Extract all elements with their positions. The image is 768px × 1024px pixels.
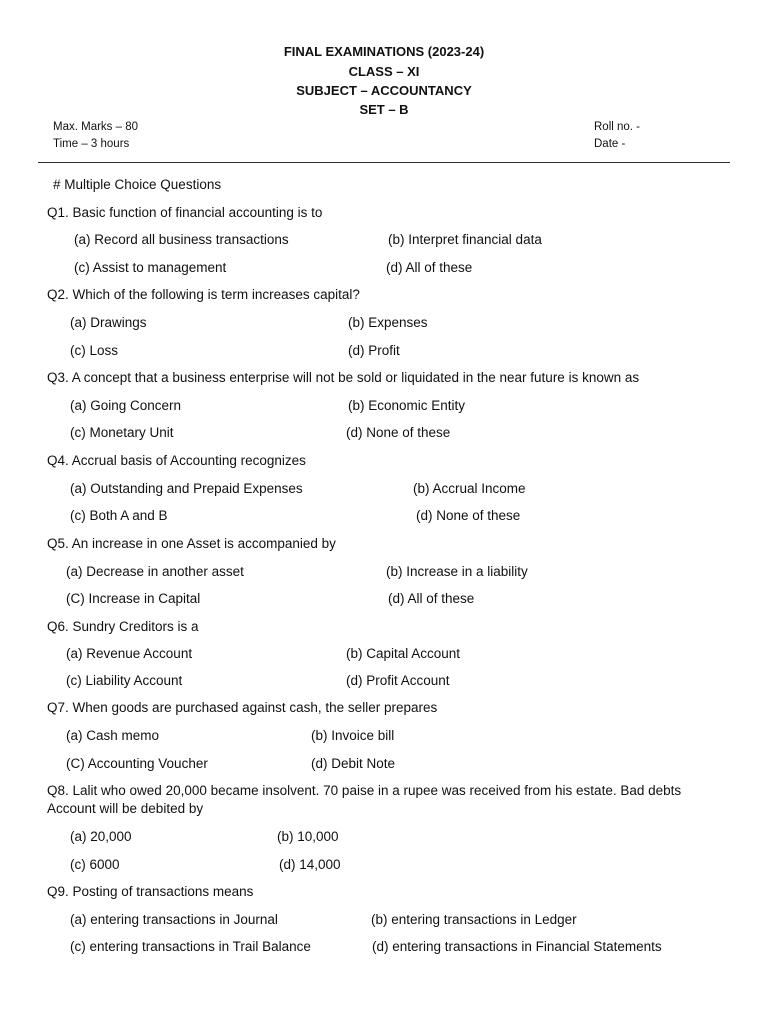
q8-option-a: (a) 20,000 (70, 829, 132, 844)
section-heading: # Multiple Choice Questions (53, 177, 222, 192)
q5-option-c: (C) Increase in Capital (66, 591, 201, 606)
time-allowed: Time – 3 hours (53, 138, 130, 150)
q9-option-b: (b) entering transactions in Ledger (371, 912, 577, 927)
date-label: Date - (594, 138, 626, 150)
question-8: Q8. Lalit who owed 20,000 became insolvent. 70 paise in a rupee was received from his estate. Bad debts (47, 783, 682, 798)
q5-option-d: (d) All of these (388, 591, 475, 606)
q8-option-b: (b) 10,000 (277, 829, 339, 844)
q1-option-a: (a) Record all business transactions (74, 232, 289, 247)
q4-option-c: (c) Both A and B (70, 508, 168, 523)
q6-option-a: (a) Revenue Account (66, 646, 193, 661)
exam-title: FINAL EXAMINATIONS (2023-24) (283, 44, 485, 59)
q4-option-d: (d) None of these (416, 508, 521, 523)
q2-option-a: (a) Drawings (70, 315, 147, 330)
class-line: CLASS – XI (348, 64, 420, 79)
q4-option-b: (b) Accrual Income (413, 481, 526, 496)
q7-option-d: (d) Debit Note (311, 756, 396, 771)
question-7: Q7. When goods are purchased against cash, the seller prepares (47, 700, 438, 715)
question-3: Q3. A concept that a business enterprise will not be sold or liquidated in the near future is known as (47, 370, 640, 385)
q8-option-c: (c) 6000 (70, 857, 120, 872)
question-2: Q2. Which of the following is term increases capital? (47, 287, 360, 302)
q2-option-b: (b) Expenses (348, 315, 428, 330)
q3-option-d: (d) None of these (346, 425, 451, 440)
q6-option-c: (c) Liability Account (66, 673, 183, 688)
question-8-continued: Account will be debited by (47, 801, 204, 816)
q2-option-d: (d) Profit (348, 343, 400, 358)
q7-option-c: (C) Accounting Voucher (66, 756, 208, 771)
q8-option-d: (d) 14,000 (279, 857, 341, 872)
roll-no-label: Roll no. - (594, 121, 641, 133)
question-4: Q4. Accrual basis of Accounting recognizes (47, 453, 306, 468)
q5-option-b: (b) Increase in a liability (386, 564, 528, 579)
header-divider (38, 162, 730, 163)
q7-option-b: (b) Invoice bill (311, 728, 395, 743)
q6-option-b: (b) Capital Account (346, 646, 461, 661)
question-5: Q5. An increase in one Asset is accompanied by (47, 536, 336, 551)
q1-option-d: (d) All of these (386, 260, 473, 275)
question-9: Q9. Posting of transactions means (47, 884, 254, 899)
question-6: Q6. Sundry Creditors is a (47, 619, 199, 634)
q1-option-c: (c) Assist to management (74, 260, 227, 275)
q7-option-a: (a) Cash memo (66, 728, 160, 743)
q5-option-a: (a) Decrease in another asset (66, 564, 244, 579)
q9-option-a: (a) entering transactions in Journal (70, 912, 278, 927)
q1-option-b: (b) Interpret financial data (388, 232, 542, 247)
q4-option-a: (a) Outstanding and Prepaid Expenses (70, 481, 303, 496)
set-line: SET – B (359, 102, 409, 117)
q9-option-d: (d) entering transactions in Financial Statements (372, 939, 662, 954)
max-marks: Max. Marks – 80 (53, 121, 138, 133)
q9-option-c: (c) entering transactions in Trail Balance (70, 939, 311, 954)
subject-line: SUBJECT – ACCOUNTANCY (296, 83, 472, 98)
q3-option-a: (a) Going Concern (70, 398, 182, 413)
q6-option-d: (d) Profit Account (346, 673, 450, 688)
q3-option-c: (c) Monetary Unit (70, 425, 174, 440)
question-1: Q1. Basic function of financial accounting is to (47, 205, 323, 220)
q3-option-b: (b) Economic Entity (348, 398, 466, 413)
q2-option-c: (c) Loss (70, 343, 119, 358)
